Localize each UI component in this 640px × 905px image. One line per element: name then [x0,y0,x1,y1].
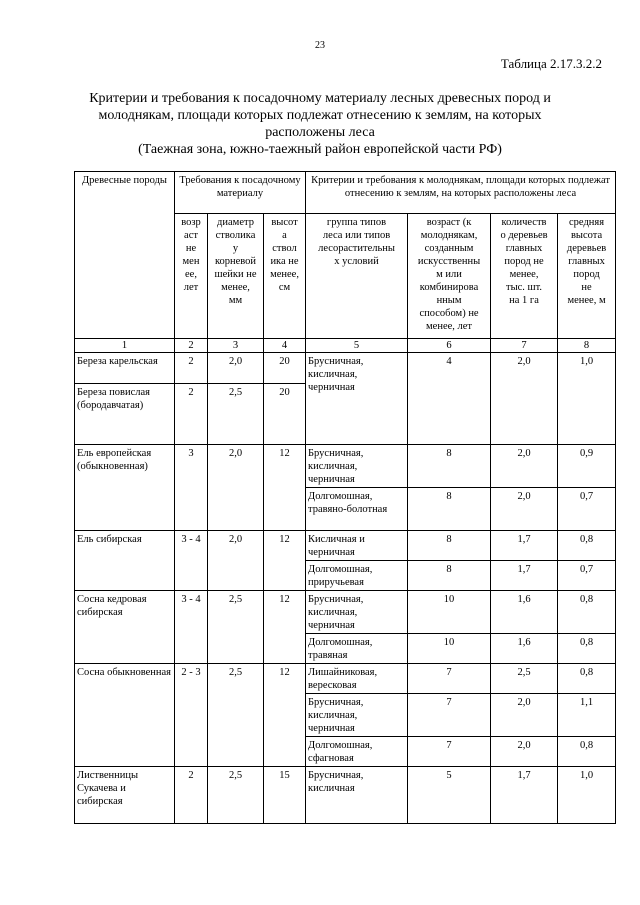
diameter-cell: 2,5 [208,591,264,664]
tree-count-cell: 2,0 [491,445,558,488]
table-row [75,767,616,824]
diameter-cell: 2,0 [208,445,264,531]
young-age-cell: 10 [408,634,491,664]
height-cell: 12 [264,531,306,591]
young-age-cell: 8 [408,488,491,531]
height-cell: 12 [264,664,306,767]
tree-count-cell: 1,7 [491,767,558,824]
header-diameter: диаметр стволика у корневой шейки не менее, мм [208,214,264,339]
diameter-cell: 2,5 [208,664,264,767]
forest-type-cell: Брусничная, кисличная, черничная [306,694,408,737]
document-title [60,90,580,158]
avg-height-cell: 0,8 [558,591,616,634]
species-cell: Сосна обыкновенная [75,664,175,767]
tree-count-cell: 2,5 [491,664,558,694]
header-young-age: возраст (к молоднякам, созданным искусственны м или комбинирова нным способом) не менее, лет [408,214,491,339]
header-tree-count: количеств о деревьев главных пород не менее, тыс. шт. на 1 га [491,214,558,339]
col-num: 3 [208,339,264,353]
header-planting-requirements: Требования к посадочному материалу [175,172,306,214]
diameter-cell: 2,0 [208,531,264,591]
avg-height-cell: 0,8 [558,664,616,694]
avg-height-cell: 0,9 [558,445,616,488]
age-cell: 3 [175,445,208,531]
species-cell: Ель сибирская [75,531,175,591]
col-num: 2 [175,339,208,353]
young-age-cell: 4 [408,353,491,445]
forest-type-cell: Лишайниковая, вересковая [306,664,408,694]
criteria-table [74,171,616,824]
young-age-cell: 7 [408,737,491,767]
col-num: 7 [491,339,558,353]
tree-count-cell: 1,6 [491,591,558,634]
avg-height-cell: 0,8 [558,531,616,561]
tree-count-cell: 1,7 [491,561,558,591]
forest-type-cell: Долгомошная, травяно-болотная [306,488,408,531]
forest-type-cell: Брусничная, кисличная, черничная [306,353,408,445]
tree-count-cell: 2,0 [491,353,558,445]
avg-height-cell: 1,0 [558,353,616,445]
forest-type-cell: Долгомошная, травяная [306,634,408,664]
forest-type-cell: Кисличная и черничная [306,531,408,561]
table-id: Таблица 2.17.3.2.2 [500,56,602,71]
title-main: Критерии и требования к посадочному материалу лесных древесных пород и молоднякам, площади которых подлежат отнесению к землям, на которых расположены леса [89,91,551,140]
age-cell: 2 [175,353,208,384]
species-cell: Ель европейская (обыкновенная) [75,445,175,531]
young-age-cell: 10 [408,591,491,634]
young-age-cell: 7 [408,664,491,694]
young-age-cell: 7 [408,694,491,737]
tree-count-cell: 2,0 [491,737,558,767]
forest-type-cell: Брусничная, кисличная, черничная [306,445,408,488]
forest-type-cell: Брусничная, кисличная, черничная [306,591,408,634]
table-row [75,353,616,384]
forest-type-cell: Долгомошная, приручьевая [306,561,408,591]
header-row [75,172,616,214]
col-num: 6 [408,339,491,353]
tree-count-cell: 2,0 [491,694,558,737]
avg-height-cell: 1,0 [558,767,616,824]
tree-count-cell: 1,7 [491,531,558,561]
header-height: высот а ствол ика не менее, см [264,214,306,339]
forest-type-cell: Брусничная, кисличная [306,767,408,824]
avg-height-cell: 0,8 [558,634,616,664]
age-cell: 2 [175,384,208,445]
tree-count-cell: 2,0 [491,488,558,531]
col-num: 5 [306,339,408,353]
young-age-cell: 8 [408,561,491,591]
age-cell: 3 - 4 [175,531,208,591]
avg-height-cell: 0,7 [558,561,616,591]
age-cell: 2 - 3 [175,664,208,767]
col-num: 4 [264,339,306,353]
species-cell: Береза карельская [75,353,175,384]
height-cell: 20 [264,353,306,384]
column-numbers-row [75,339,616,353]
diameter-cell: 2,0 [208,353,264,384]
table-row [75,664,616,694]
species-cell: Лиственницы Сукачева и сибирская [75,767,175,824]
col-num: 8 [558,339,616,353]
page-number: 23 [315,40,325,51]
tree-count-cell: 1,6 [491,634,558,664]
height-cell: 20 [264,384,306,445]
height-cell: 12 [264,445,306,531]
avg-height-cell: 0,8 [558,737,616,767]
title-subtitle: (Таежная зона, южно-таежный район европейской части РФ) [138,142,502,157]
table-row [75,591,616,634]
header-young-forest-criteria: Критерии и требования к молоднякам, площади которых подлежат отнесению к землям, на которых расположены леса [306,172,616,214]
col-num: 1 [75,339,175,353]
header-forest-type: группа типов леса или типов лесорастительны х условий [306,214,408,339]
header-age: возр аст не мен ее, лет [175,214,208,339]
age-cell: 3 - 4 [175,591,208,664]
header-species: Древесные породы [75,172,175,339]
avg-height-cell: 1,1 [558,694,616,737]
young-age-cell: 8 [408,445,491,488]
diameter-cell: 2,5 [208,767,264,824]
table-row [75,445,616,488]
header-avg-height: средняя высота деревьев главных пород не менее, м [558,214,616,339]
species-cell: Береза повислая (бородавчатая) [75,384,175,445]
height-cell: 12 [264,591,306,664]
young-age-cell: 8 [408,531,491,561]
height-cell: 15 [264,767,306,824]
forest-type-cell: Долгомошная, сфагновая [306,737,408,767]
avg-height-cell: 0,7 [558,488,616,531]
table-row [75,531,616,561]
age-cell: 2 [175,767,208,824]
diameter-cell: 2,5 [208,384,264,445]
young-age-cell: 5 [408,767,491,824]
species-cell: Сосна кедровая сибирская [75,591,175,664]
